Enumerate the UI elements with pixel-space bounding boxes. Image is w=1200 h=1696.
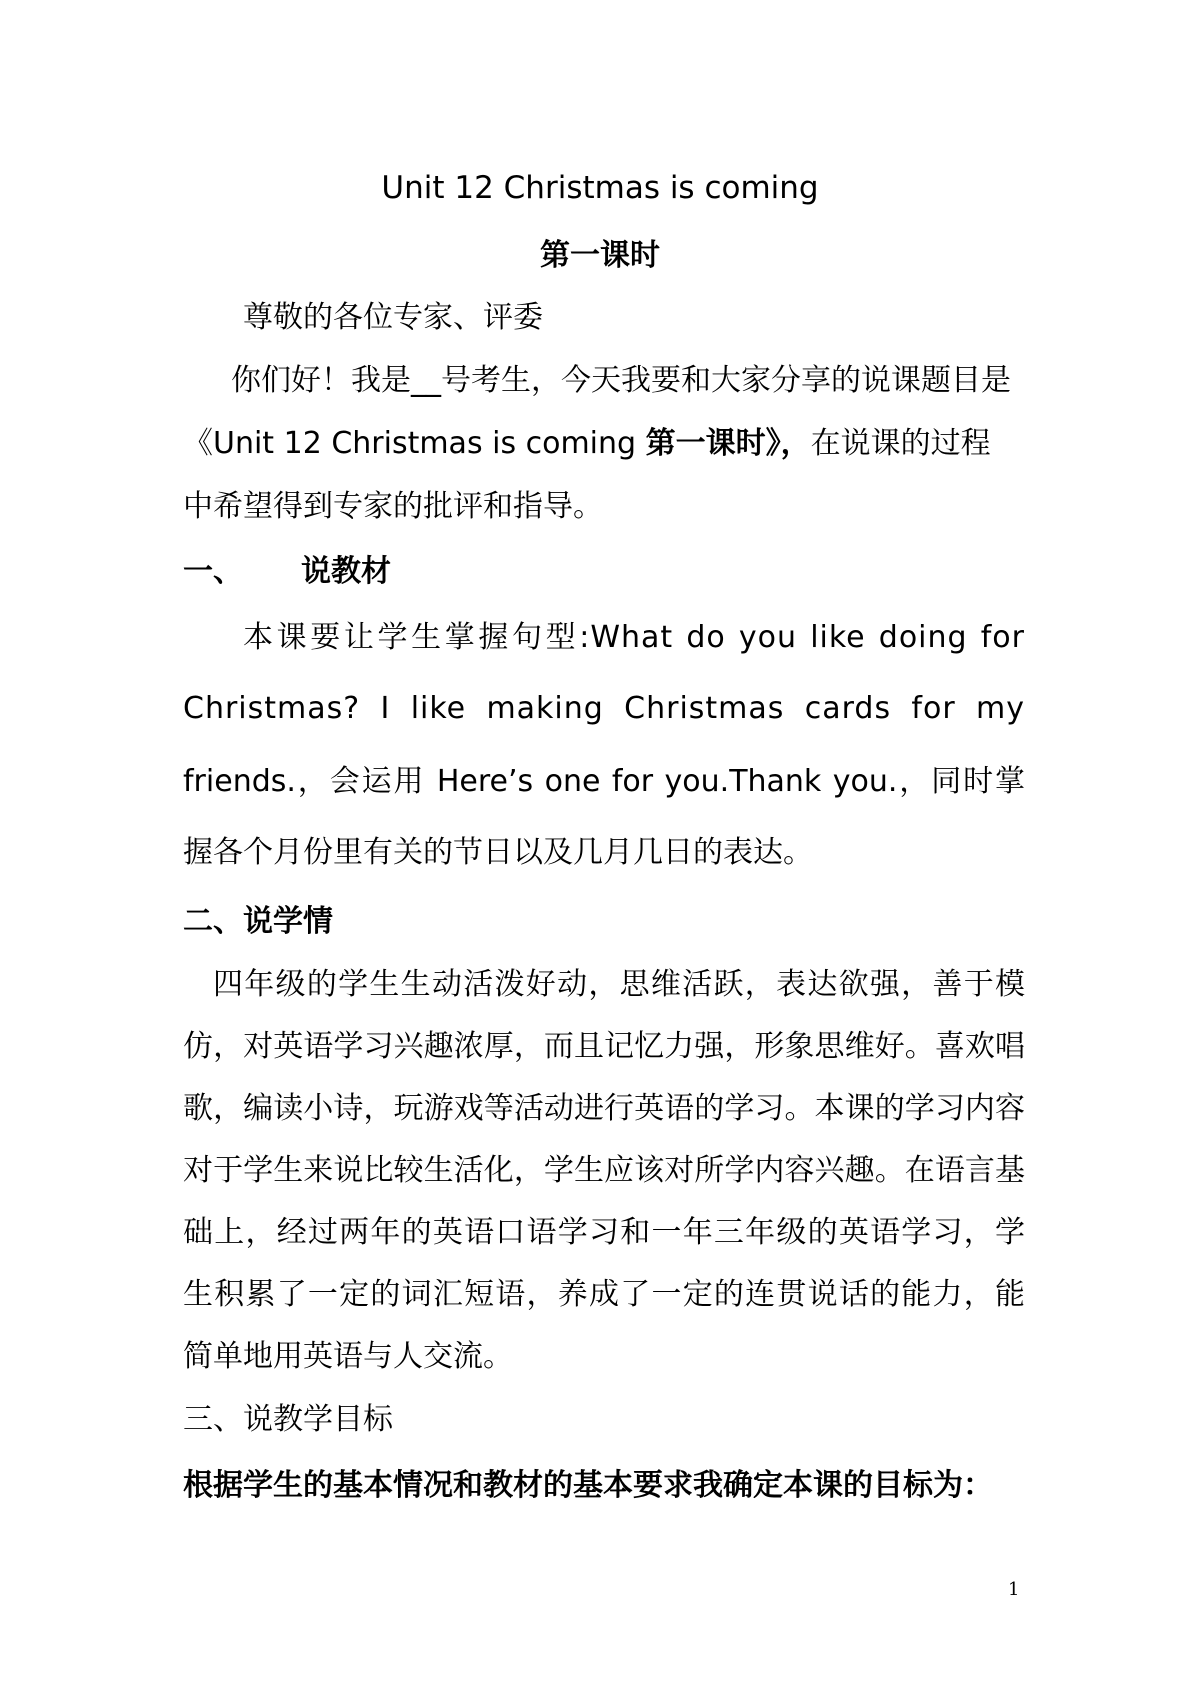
document-title: Unit 12 Christmas is coming — [381, 170, 819, 206]
section-2-line-3: 歌，编读小诗，玩游戏等活动进行英语的学习。本课的学习内容 — [183, 1091, 1025, 1126]
intro-line-2 — [183, 424, 1025, 464]
section-3-intro: 根据学生的基本情况和教材的基本要求我确定本课的目标为： — [183, 1468, 993, 1503]
page-number: 1 — [1008, 1579, 1020, 1600]
intro-line-2-pre: 《Unit 12 Christmas is coming — [183, 426, 646, 461]
section-1-line-4: 握各个月份里有关的节日以及几月几日的表达。 — [183, 835, 813, 870]
section-1-heading-text: 说教材 — [301, 554, 391, 589]
section-2-line-6: 生积累了一定的词汇短语，养成了一定的连贯说话的能力，能 — [183, 1277, 1025, 1312]
section-1-line-3: friends.，会运用 Here’s one for you.Thank you.，同时掌 — [183, 764, 1025, 799]
intro-line-2-post: 在说课的过程 — [810, 426, 991, 461]
section-2-line-1: 四年级的学生生动活泼好动，思维活跃，表达欲强，善于模 — [213, 967, 1025, 1002]
section-1-heading — [183, 552, 1025, 592]
document-subtitle: 第一课时 — [540, 238, 660, 273]
greeting: 尊敬的各位专家、评委 — [243, 300, 543, 335]
section-1-line-2: Christmas? I like making Christmas cards for my — [183, 691, 1025, 726]
intro-line-2-bold: 第一课时》， — [645, 426, 811, 461]
section-3-heading: 三、说教学目标 — [183, 1402, 393, 1437]
section-1-line-1: 本课要让学生掌握句型:What do you like doing for — [243, 620, 1025, 655]
section-2-heading: 二、说学情 — [183, 904, 333, 939]
intro-line-3: 中希望得到专家的批评和指导。 — [183, 489, 603, 524]
section-2-line-7: 简单地用英语与人交流。 — [183, 1339, 513, 1374]
section-1-heading-number: 一、 — [183, 554, 243, 589]
section-2-line-2: 仿，对英语学习兴趣浓厚，而且记忆力强，形象思维好。喜欢唱 — [183, 1029, 1025, 1064]
section-2-line-5: 础上，经过两年的英语口语学习和一年三年级的英语学习，学 — [183, 1215, 1025, 1250]
intro-line-1: 你们好！我是__号考生，今天我要和大家分享的说课题目是 — [231, 363, 1011, 398]
section-2-line-4: 对于学生来说比较生活化，学生应该对所学内容兴趣。在语言基 — [183, 1153, 1025, 1188]
